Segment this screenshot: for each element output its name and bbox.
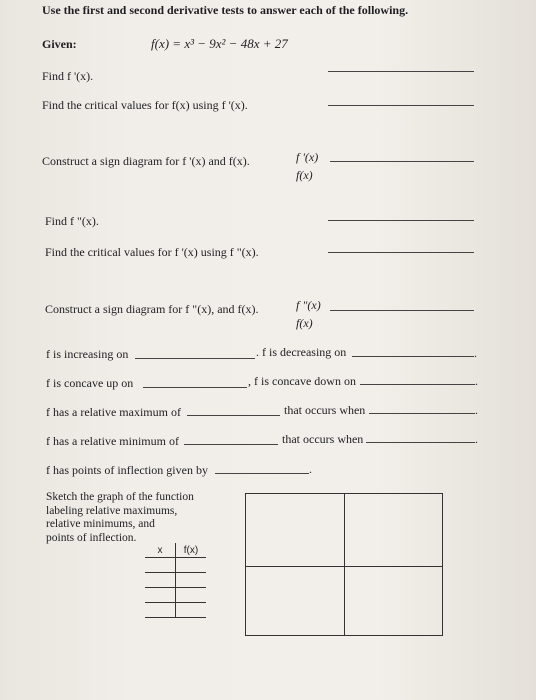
period-5: . [309, 462, 312, 476]
rel-min-prompt: f has a relative minimum of [46, 434, 179, 448]
xy-table-cell[interactable] [176, 558, 207, 573]
sign-row-f-label-1: f(x) [296, 168, 313, 182]
concave-up-prompt: f is concave up on [46, 376, 134, 390]
xy-table-cell[interactable] [145, 588, 176, 603]
sketch-instructions-line-3: relative minimums, and [46, 518, 155, 530]
rel-max-when: that occurs when [284, 403, 366, 417]
inflection-blank[interactable] [215, 473, 309, 474]
sketch-instructions-line-2: labeling relative maximums, [46, 504, 178, 517]
xy-table-header-x: x [145, 543, 176, 558]
increasing-blank[interactable] [135, 358, 255, 359]
sign-row-f-label-2: f(x) [296, 316, 313, 330]
sign-diagram-line-2[interactable] [330, 310, 474, 311]
sketch-graph-box[interactable] [245, 493, 443, 636]
answer-line-fdoubleprime[interactable] [328, 220, 474, 221]
rel-min-x-blank[interactable] [366, 442, 475, 443]
decreasing-blank[interactable] [352, 356, 474, 357]
sign-diagram-prompt-1: Construct a sign diagram for f '(x) and f(x). [42, 154, 250, 168]
xy-table-cell[interactable] [176, 588, 207, 603]
sign-diagram-line-1[interactable] [330, 161, 474, 162]
sketch-instructions-line-4: points of inflection. [46, 531, 137, 544]
xy-table [145, 543, 206, 618]
find-fprime-prompt: Find f '(x). [42, 69, 94, 83]
rel-min-blank[interactable] [184, 444, 278, 445]
answer-line-critical-1[interactable] [328, 105, 474, 106]
decreasing-prompt: . f is decreasing on [256, 345, 347, 359]
rel-max-blank[interactable] [187, 415, 280, 416]
period-3: . [475, 403, 478, 417]
concave-down-prompt: , f is concave down on [248, 374, 356, 388]
xy-table-cell[interactable] [145, 603, 176, 618]
period-2: . [475, 374, 478, 388]
sign-diagram-prompt-2: Construct a sign diagram for f "(x), and f(x). [45, 302, 259, 316]
period-4: . [475, 432, 478, 446]
critical-values-prompt-2: Find the critical values for f '(x) using f "(x). [45, 245, 259, 259]
sketch-instructions-line-1: Sketch the graph of the function [46, 491, 194, 503]
rel-max-x-blank[interactable] [369, 413, 475, 414]
answer-line-critical-2[interactable] [328, 252, 474, 253]
given-function: f(x) = x³ − 9x² − 48x + 27 [151, 36, 288, 51]
increasing-prompt: f is increasing on [46, 347, 129, 361]
instructions: Use the first and second derivative tests to answer each of the following. [42, 3, 409, 17]
sketch-horizontal-divider [246, 566, 442, 567]
sketch-instructions [46, 491, 194, 545]
find-fdoubleprime-prompt: Find f "(x). [45, 214, 99, 228]
period-1: . [474, 346, 477, 360]
answer-line-fprime[interactable] [328, 71, 474, 72]
sketch-vertical-divider [344, 494, 345, 635]
sign-row-fdoubleprime-label: f "(x) [296, 298, 321, 312]
inflection-prompt: f has points of inflection given by [46, 463, 208, 477]
rel-max-prompt: f has a relative maximum of [46, 405, 181, 419]
xy-table-cell[interactable] [176, 603, 207, 618]
xy-table-cell[interactable] [176, 573, 207, 588]
concave-down-blank[interactable] [360, 384, 475, 385]
xy-table-cell[interactable] [145, 573, 176, 588]
sign-row-fprime-label: f '(x) [296, 150, 319, 164]
rel-min-when: that occurs when [282, 432, 364, 446]
critical-values-prompt-1: Find the critical values for f(x) using f '(x). [42, 98, 248, 112]
xy-table-header-fx: f(x) [176, 543, 207, 558]
concave-up-blank[interactable] [143, 387, 247, 388]
given-label: Given: [42, 37, 77, 51]
xy-table-cell[interactable] [145, 558, 176, 573]
